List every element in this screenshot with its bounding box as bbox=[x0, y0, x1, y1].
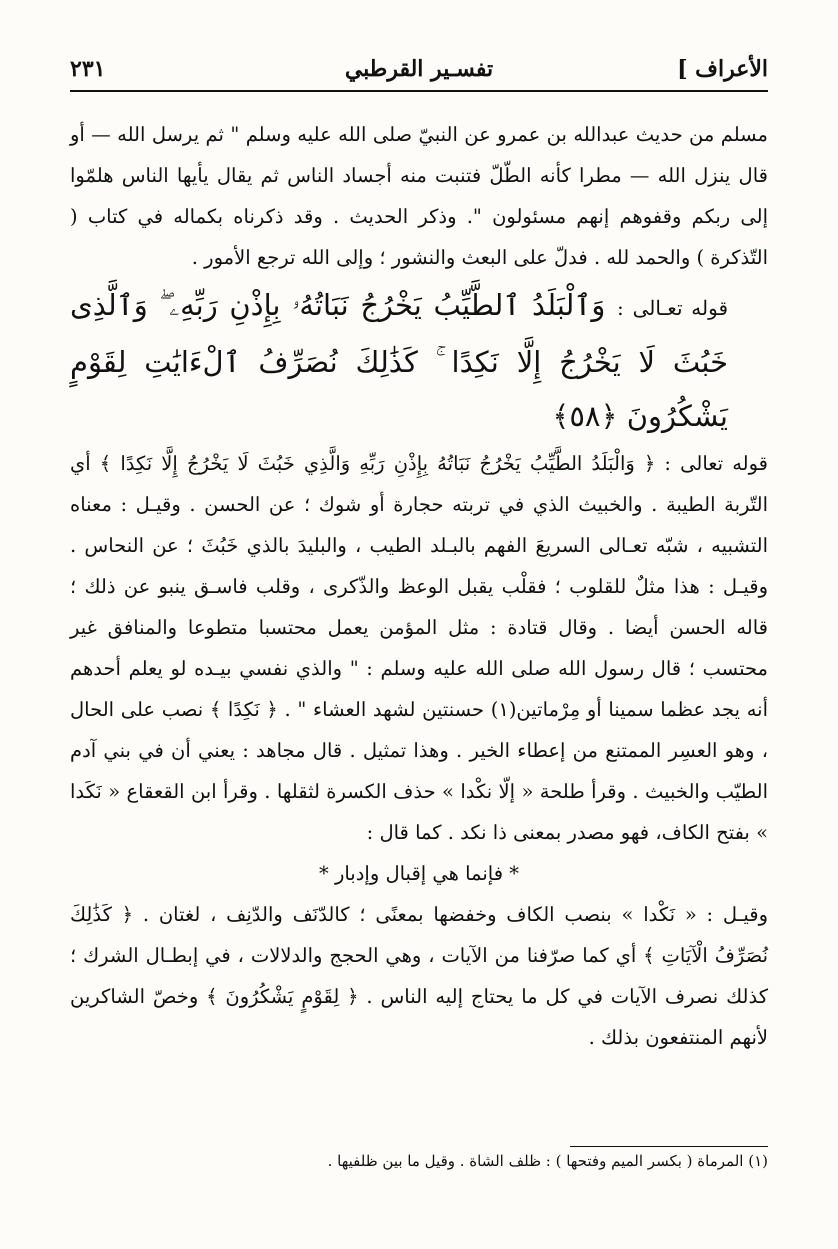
paragraph-1: مسلم من حديث عبدالله بن عمرو عن النبيّ صلى الله عليه وسلم " ثم يرسل الله — أو قال ينزل الله — مطرا كأنه الطّلّ فتنبت منه أجساد الناس ثم يقال يأيها الناس هلمّوا إلى ربكم وقفوهم إنهم مسئولون ". وذكر الحديث . وقد ذكرناه بكماله في كتاب ( التّذكرة ) والحمد لله . فدلّ على البعث والنشور ؛ وإلى الله ترجع الأمور . bbox=[70, 123, 768, 269]
verse-lead: قوله تعـالى : bbox=[617, 296, 729, 320]
quran-verse: وَٱلْبَلَدُ ٱلطَّيِّبُ يَخْرُجُ نَبَاتُهُۥ بِإِذْنِ رَبِّهِۦ ۖ وَٱلَّذِى خَبُثَ لَا يَخْرُجُ إِلَّا نَكِدًا ۚ كَذَٰلِكَ نُصَرِّفُ ٱلْءَايَٰتِ لِقَوْمٍ يَشْكُرُونَ ﴿٥٨﴾ bbox=[70, 288, 728, 433]
paragraph-3: وقيـل : « نَكْدا » بنصب الكاف وخفضها بمعنًى ؛ كالدّنَف والدّنِف ، لغتان . ﴿ كَذَٰلِكَ نُصَرِّفُ الْآيَاتِ ﴾ أي كما صرّفنا من الآيات ، وهي الحجج والدلالات ، في إبطـال الشرك ؛ كذلك نصرف الآيات في كل ما يحتاج إليه الناس . ﴿ لِقَوْمٍ يَشْكُرُونَ ﴾ وخصّ الشاكرين لأنهم المنتفعون بذلك . bbox=[70, 903, 768, 1049]
surah-name: الأعراف ] bbox=[677, 56, 768, 82]
paragraph-2: قوله تعالى : ﴿ وَالْبَلَدُ الطَّيِّبُ يَخْرُجُ نَبَاتُهُ بِإِذْنِ رَبِّهِ وَالَّذِي خَبُثَ لَا يَخْرُجُ إِلَّا نَكِدًا ﴾ أي التّربة الطيبة . والخبيث الذي في تربته حجارة أو شوك ؛ عن الحسن . وقيـل : معناه التشبيه ، شبّه تعـالى السريعَ الفهم بالبـلد الطيب ، والبليدَ بالذي خَبُثَ ؛ عن النحاس . وقيـل : هذا مثلٌ للقلوب ؛ فقلْب يقبل الوعظ والذّكرى ، وقلب فاسـق ينبو عن ذلك ؛ قاله الحسن أيضا . وقال قتادة : مثل المؤمن يعمل محتسبا متطوعا والمنافق غير محتسب ؛ قال رسول الله صلى الله عليه وسلم : " والذي نفسي بيـده لو يعلم أحدهم أنه يجد عظما سمينا أو مِرْماتين(١) حسنتين لشهد العشاء " . ﴿ نَكِدًا ﴾ نصب على الحال ، وهو العسِر الممتنع من إعطاء الخير . وهذا تمثيل . قال مجاهد : يعني أن في بني آدم الطيّب والخبيث . وقرأ طلحة « إلّا نكْدا » حذف الكسرة لثقلها . وقرأ ابن القعقاع « نَكَدا » بفتح الكاف، فهو مصدر بمعنى ذا نكد . كما قال : bbox=[70, 452, 769, 844]
page-header bbox=[70, 50, 768, 92]
footnote: (١) المرماة ( بكسر الميم وفتحها ) : ظلف الشاة . وقيل ما بين ظلفيها . bbox=[327, 1152, 768, 1170]
footnote-divider bbox=[570, 1146, 768, 1147]
poem-line: * فإنما هي إقبال وإدبار * bbox=[319, 862, 519, 885]
page bbox=[70, 50, 768, 1209]
main-text bbox=[70, 114, 768, 1058]
page-number: ٢٣١ bbox=[70, 56, 106, 82]
quran-verse-block bbox=[70, 278, 768, 443]
book-title: تفسـير القرطبي bbox=[344, 56, 494, 82]
